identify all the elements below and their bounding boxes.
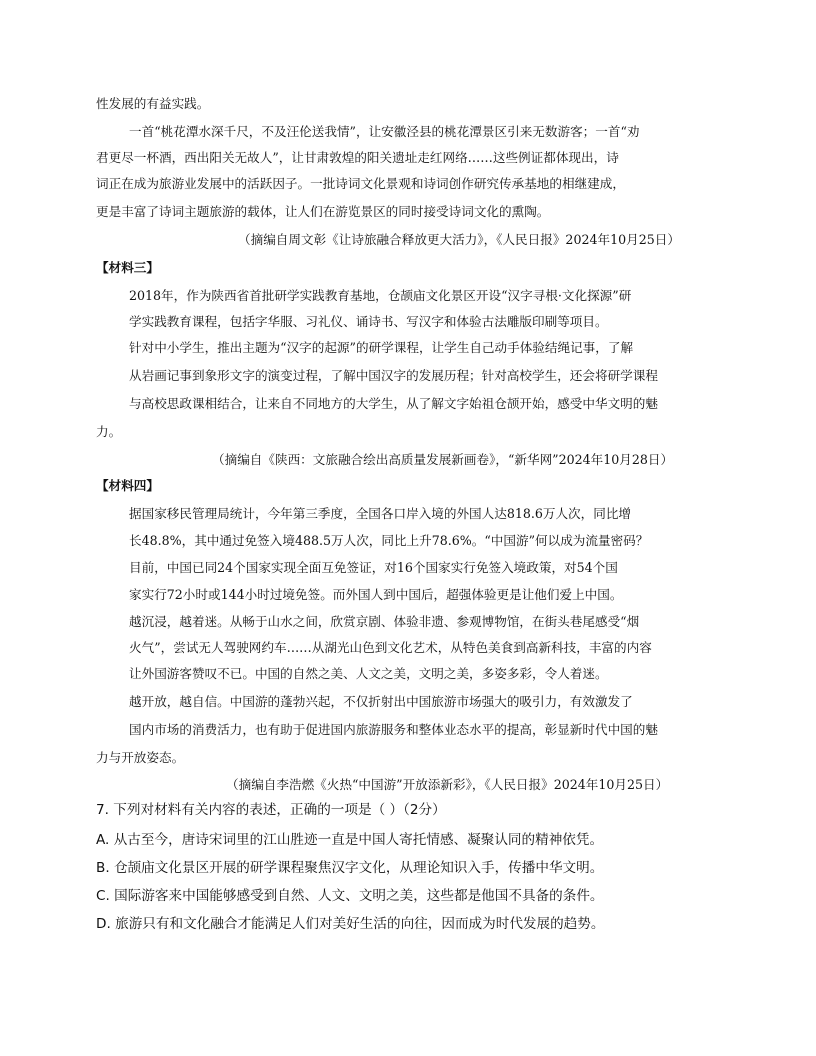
text-line: 目前，中国已同24个国家实现全面互免签证，对16个国家实行免签入境政策，对54个国: [129, 560, 618, 575]
text-line: 让外国游客赞叹不已。中国的自然之美、人文之美，文明之美，多姿多彩，令人着迷。: [129, 666, 608, 681]
text-line: 词正在成为旅游业发展中的活跃因子。一批诗词文化景观和诗词创作研究传承基地的相继建成，: [96, 176, 625, 191]
text-line: 2018年，作为陕西省首批研学实践教育基地，仓颉庙文化景区开设“汉字寻根·文化探源”研: [129, 288, 632, 303]
text-line: 家实行72小时或144小时过境免签。而外国人到中国后，超强体验更是让他们爱上中国。: [129, 587, 623, 602]
text-line: 越开放，越自信。中国游的蓬勃兴起，不仅折射出中国旅游市场强大的吸引力，有效激发了: [129, 694, 633, 709]
section-heading-material-4: 【材料四】: [96, 478, 159, 493]
question-option-a[interactable]: A. 从古至今，唐诗宋词里的江山胜迹一直是中国人寄托情感、凝聚认同的精神依凭。: [96, 832, 604, 848]
text-line: 国内市场的消费活力，也有助于促进国内旅游服务和整体业态水平的提高，彰显新时代中国的魅: [129, 722, 658, 737]
text-line: 一首“桃花潭水深千尺，不及汪伦送我情”，让安徽泾县的桃花潭景区引来无数游客；一首“劝: [129, 124, 640, 139]
section-heading-material-3: 【材料三】: [96, 260, 159, 275]
citation: （摘编自李浩燃《火热“中国游”开放添新彩》，《人民日报》2024年10月25日）: [226, 777, 669, 792]
citation: （摘编自周文彰《让诗旅融合释放更大活力》，《人民日报》2024年10月25日）: [238, 232, 680, 247]
text-line: 性发展的有益实践。: [96, 96, 210, 111]
citation: （摘编自《陕西：文旅融合绘出高质量发展新画卷》，“新华网”2024年10月28日）: [212, 452, 674, 467]
text-line: 据国家移民管理局统计，今年第三季度，全国各口岸入境的外国人达818.6万人次，同比增: [129, 506, 632, 521]
text-line: 长48.8%，其中通过免签入境488.5万人次，同比上升78.6%。“中国游”何以成为流量密码？: [129, 533, 649, 548]
text-line: 更是丰富了诗词主题旅游的载体，让人们在游览景区的同时接受诗词文化的熏陶。: [96, 204, 550, 219]
text-line: 学实践教育课程，包括字华服、习礼仪、诵诗书、写汉字和体验古法雕版印刷等项目。: [129, 314, 608, 329]
text-line: 从岩画记事到象形文字的演变过程，了解中国汉字的发展历程；针对高校学生，还会将研学课程: [129, 368, 658, 383]
question-option-d[interactable]: D. 旅游只有和文化融合才能满足人们对美好生活的向往，因而成为时代发展的趋势。: [96, 916, 605, 932]
text-line: 针对中小学生，推出主题为“汉字的起源”的研学课程，让学生自己动手体验结绳记事，了解: [129, 340, 634, 355]
text-line: 力。: [96, 424, 122, 439]
text-line: 火气”，尝试无人驾驶网约车……从湖光山色到文化艺术，从特色美食到高新科技，丰富的内容: [129, 640, 652, 655]
text-line: 君更尽一杯酒，西出阳关无故人”，让甘肃敦煌的阳关遗址走红网络……这些例证都体现出，诗: [96, 150, 619, 165]
text-line: 与高校思政课相结合，让来自不同地方的大学生，从了解文字始祖仓颉开始，感受中华文明的魅: [129, 396, 658, 411]
text-line: 力与开放姿态。: [96, 750, 185, 765]
question-option-b[interactable]: B. 仓颉庙文化景区开展的研学课程聚焦汉字文化，从理论知识入手，传播中华文明。: [96, 860, 604, 876]
question-option-c[interactable]: C. 国际游客来中国能够感受到自然、人文、文明之美，这些都是他国不具备的条件。: [96, 888, 604, 904]
question-stem: 7. 下列对材料有关内容的表述，正确的一项是（ ）（2分）: [96, 802, 446, 818]
text-line: 越沉浸，越着迷。从畅于山水之间，欣赏京剧、体验非遗、参观博物馆，在街头巷尾感受“烟: [129, 614, 640, 629]
